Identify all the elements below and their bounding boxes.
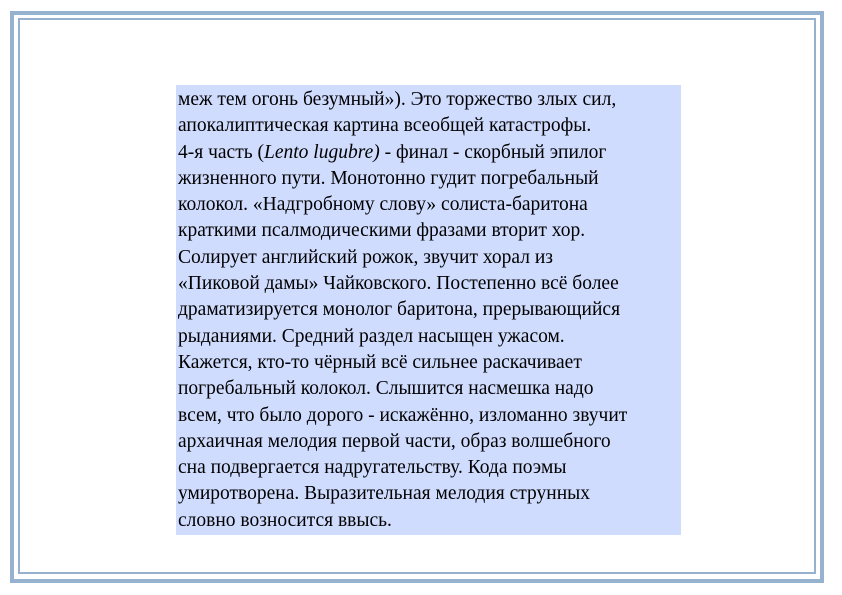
text-line: Солирует английский рожок, звучит хорал из	[178, 246, 553, 268]
text-line: всем, что было дорого - искажённо, изломанно звучит	[178, 404, 628, 426]
text-line: жизненного пути. Монотонно гудит погребальный	[178, 167, 599, 189]
text-line: архаичная мелодия первой части, образ волшебного	[178, 430, 611, 452]
text-line: меж тем огонь безумный»). Это торжество злых сил,	[178, 89, 617, 110]
text-line: умиротворена. Выразительная мелодия струнных	[178, 483, 590, 505]
text-line: Кажется, кто-то чёрный всё сильнее раскачивает	[178, 351, 582, 373]
text-line: апокалиптическая картина всеобщей катастрофы.	[178, 115, 592, 137]
text-line: драматизируется монолог баритона, прерывающийся	[178, 299, 621, 321]
text-line	[178, 140, 681, 166]
text-line: погребальный колокол. Слышится насмешка надо	[178, 378, 594, 400]
text-fragment: 4-я часть (	[178, 141, 264, 163]
text-line: словно возносится ввысь.	[178, 509, 392, 531]
text-line: «Пиковой дамы» Чайковского. Постепенно всё более	[178, 273, 619, 295]
text-line: сна подвергается надругательству. Кода поэмы	[178, 457, 567, 479]
text-block	[176, 85, 681, 535]
text-line: рыданиями. Средний раздел насыщен ужасом.	[178, 325, 565, 347]
tempo-marking: Lento lugubre)	[264, 141, 380, 163]
text-fragment: - финал - скорбный эпилог	[379, 141, 607, 163]
text-line: краткими псалмодическими фразами вторит хор.	[178, 220, 586, 242]
text-line: колокол. «Надгробному слову» солиста-баритона	[178, 194, 588, 216]
